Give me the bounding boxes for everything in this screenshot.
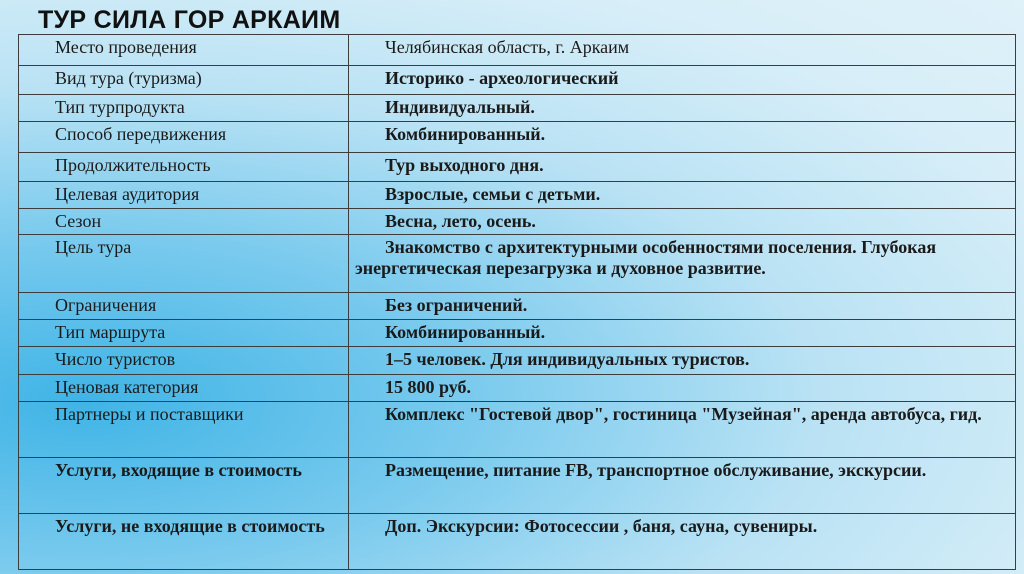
table-row (19, 235, 1016, 293)
row-value: Доп. Экскурсии: Фотосессии , баня, сауна, сувениры. (349, 513, 1016, 569)
row-value: Весна, лето, осень. (349, 208, 1016, 234)
row-label: Услуги, не входящие в стоимость (19, 513, 349, 569)
row-value: Взрослые, семьи с детьми. (349, 182, 1016, 208)
row-value: Историко - археологический (349, 65, 1016, 94)
tour-info-table (18, 34, 1016, 570)
table-row (19, 458, 1016, 514)
table-row (19, 347, 1016, 374)
row-label: Услуги, входящие в стоимость (19, 458, 349, 514)
table-row (19, 319, 1016, 346)
row-label: Вид тура (туризма) (19, 65, 349, 94)
row-value: Челябинская область, г. Аркаим (349, 35, 1016, 66)
table-row (19, 374, 1016, 401)
row-label: Ценовая категория (19, 374, 349, 401)
row-value: Комплекс "Гостевой двор", гостиница "Музейная", аренда автобуса, гид. (349, 402, 1016, 458)
row-label: Число туристов (19, 347, 349, 374)
table-row (19, 513, 1016, 569)
row-label: Цель тура (19, 235, 349, 293)
table-row (19, 65, 1016, 94)
table-row (19, 94, 1016, 121)
table-row (19, 182, 1016, 208)
row-value: Комбинированный. (349, 319, 1016, 346)
row-label: Продолжительность (19, 152, 349, 181)
table-row (19, 402, 1016, 458)
table-row (19, 152, 1016, 181)
row-label: Тип турпродукта (19, 94, 349, 121)
table-row (19, 293, 1016, 319)
row-value: Знакомство с архитектурными особенностями поселения. Глубокая энергетическая перезагрузка и духовное развитие. (349, 235, 1016, 293)
row-value: 1–5 человек. Для индивидуальных туристов. (349, 347, 1016, 374)
table-row (19, 35, 1016, 66)
row-label: Сезон (19, 208, 349, 234)
row-label: Способ передвижения (19, 122, 349, 153)
row-value: Тур выходного дня. (349, 152, 1016, 181)
row-label: Партнеры и поставщики (19, 402, 349, 458)
row-value: Комбинированный. (349, 122, 1016, 153)
row-value: Размещение, питание FB, транспортное обслуживание, экскурсии. (349, 458, 1016, 514)
row-label: Тип маршрута (19, 319, 349, 346)
row-label: Целевая аудитория (19, 182, 349, 208)
table-row (19, 208, 1016, 234)
row-value: 15 800 руб. (349, 374, 1016, 401)
row-value: Индивидуальный. (349, 94, 1016, 121)
page-title: ТУР СИЛА ГОР АРКАИМ (38, 6, 341, 34)
row-value: Без ограничений. (349, 293, 1016, 319)
row-label: Ограничения (19, 293, 349, 319)
table-row (19, 122, 1016, 153)
row-label: Место проведения (19, 35, 349, 66)
